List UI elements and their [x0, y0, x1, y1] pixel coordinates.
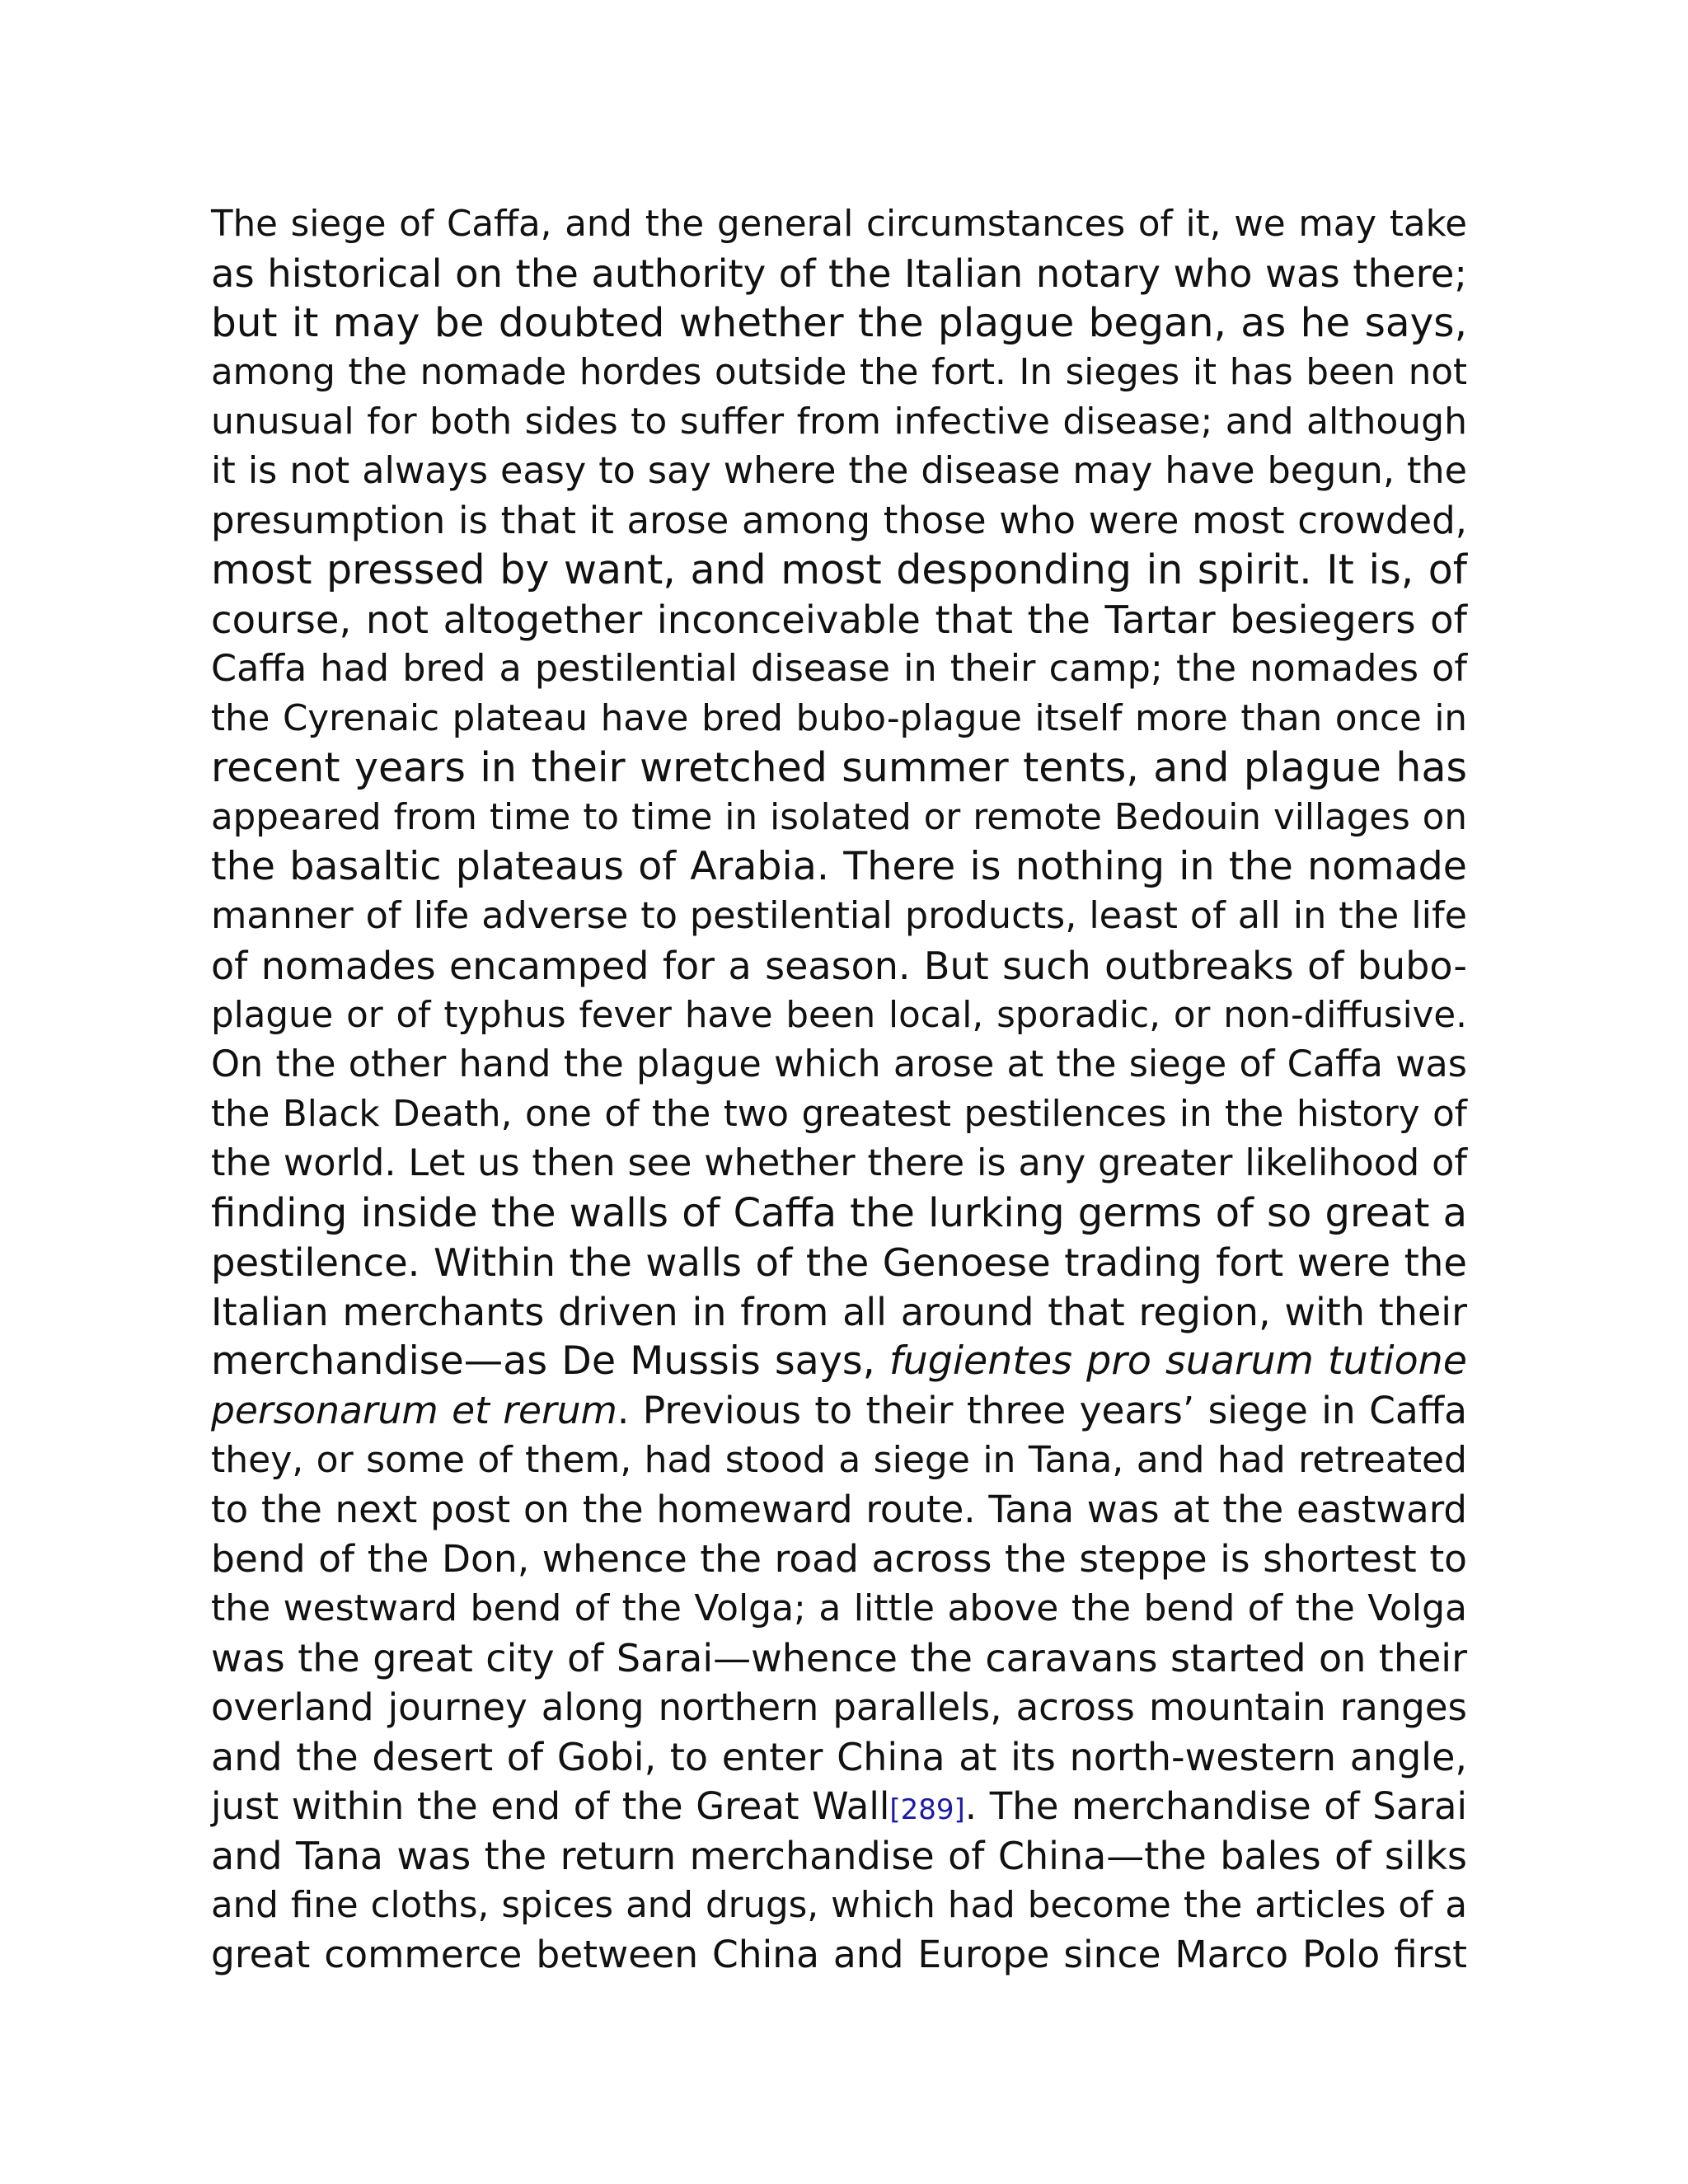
text-line: finding inside the walls of Caffa the lurking germs of so great a [211, 1190, 1467, 1236]
text-line: among the nomade hordes outside the fort. In sieges it has been not [211, 352, 1467, 393]
text-line: as historical on the authority of the Italian notary who was there; [211, 251, 1467, 296]
text-line: recent years in their wretched summer tents, and plague has [211, 744, 1467, 791]
text-line: it is not always easy to say where the disease may have begun, the [211, 450, 1467, 492]
text-segment: . The merchandise of Sarai [964, 1784, 1467, 1828]
text-line: unusual for both sides to suffer from infective disease; and although [211, 401, 1467, 443]
text-line: The siege of Caffa, and the general circumstances of it, we may take [211, 204, 1467, 245]
footnote-link[interactable]: [289] [889, 1793, 965, 1826]
latin-quote: fugientes pro suarum tutione [889, 1338, 1467, 1384]
text-line: Italian merchants driven in from all around that region, with their [211, 1290, 1467, 1334]
text-line: On the other hand the plague which arose at the siege of Caffa was [211, 1043, 1467, 1085]
text-line: and Tana was the return merchandise of China—the bales of silks [211, 1834, 1467, 1878]
text-segment: merchandise—as De Mussis says, [211, 1338, 889, 1384]
text-line [211, 1337, 1467, 1386]
text-line: manner of life adverse to pestilential products, least of all in the life [211, 895, 1467, 937]
text-line [211, 1386, 1467, 1436]
text-line: they, or some of them, had stood a siege in Tana, and had retreated [211, 1439, 1467, 1481]
text-line: the world. Let us then see whether there is any greater likelihood of [211, 1142, 1467, 1184]
text-line: the Cyrenaic plateau have bred bubo-plague itself more than once in [211, 698, 1467, 739]
text-line: and fine cloths, spices and drugs, which had become the articles of a [211, 1885, 1467, 1926]
body-paragraph [211, 199, 1467, 1980]
text-line: but it may be doubted whether the plague began, as he says, [211, 300, 1467, 346]
text-line: plague or of typhus fever have been local, sporadic, or non-diffusive. [211, 995, 1467, 1036]
text-line: of nomades encamped for a season. But such outbreaks of bubo- [211, 944, 1467, 988]
text-line: appeared from time to time in isolated or remote Bedouin villages on [211, 797, 1467, 838]
text-line: the westward bend of the Volga; a little above the bend of the Volga [211, 1587, 1467, 1629]
text-segment: . Previous to their three years’ siege in Caffa [617, 1389, 1467, 1432]
text-line: was the great city of Sarai—whence the caravans started on their [211, 1636, 1467, 1680]
text-line: course, not altogether inconceivable that the Tartar besiegers of [211, 598, 1467, 642]
text-line: and the desert of Gobi, to enter China at its north-western angle, [211, 1735, 1467, 1779]
text-line: the basaltic plateaus of Arabia. There is nothing in the nomade [211, 844, 1467, 889]
text-line: pestilence. Within the walls of the Genoese trading fort were the [211, 1240, 1467, 1285]
text-line: to the next post on the homeward route. Tana was at the eastward [211, 1488, 1467, 1531]
text-segment: just within the end of the Great Wall [211, 1784, 890, 1828]
text-line: bend of the Don, whence the road across the steppe is shortest to [211, 1537, 1467, 1581]
text-line: overland journey along northern parallels, across mountain ranges [211, 1685, 1467, 1729]
text-line: the Black Death, one of the two greatest pestilences in the history of [211, 1094, 1467, 1135]
text-line [211, 1782, 1467, 1831]
latin-quote: personarum et rerum [211, 1389, 617, 1432]
text-line: presumption is that it arose among those who were most crowded, [211, 499, 1467, 542]
text-line: Caffa had bred a pestilential disease in their camp; the nomades of [211, 648, 1467, 690]
text-line: most pressed by want, and most desponding in spirit. It is, of [211, 546, 1467, 593]
text-line: great commerce between China and Europe since Marco Polo first [211, 1933, 1467, 1976]
